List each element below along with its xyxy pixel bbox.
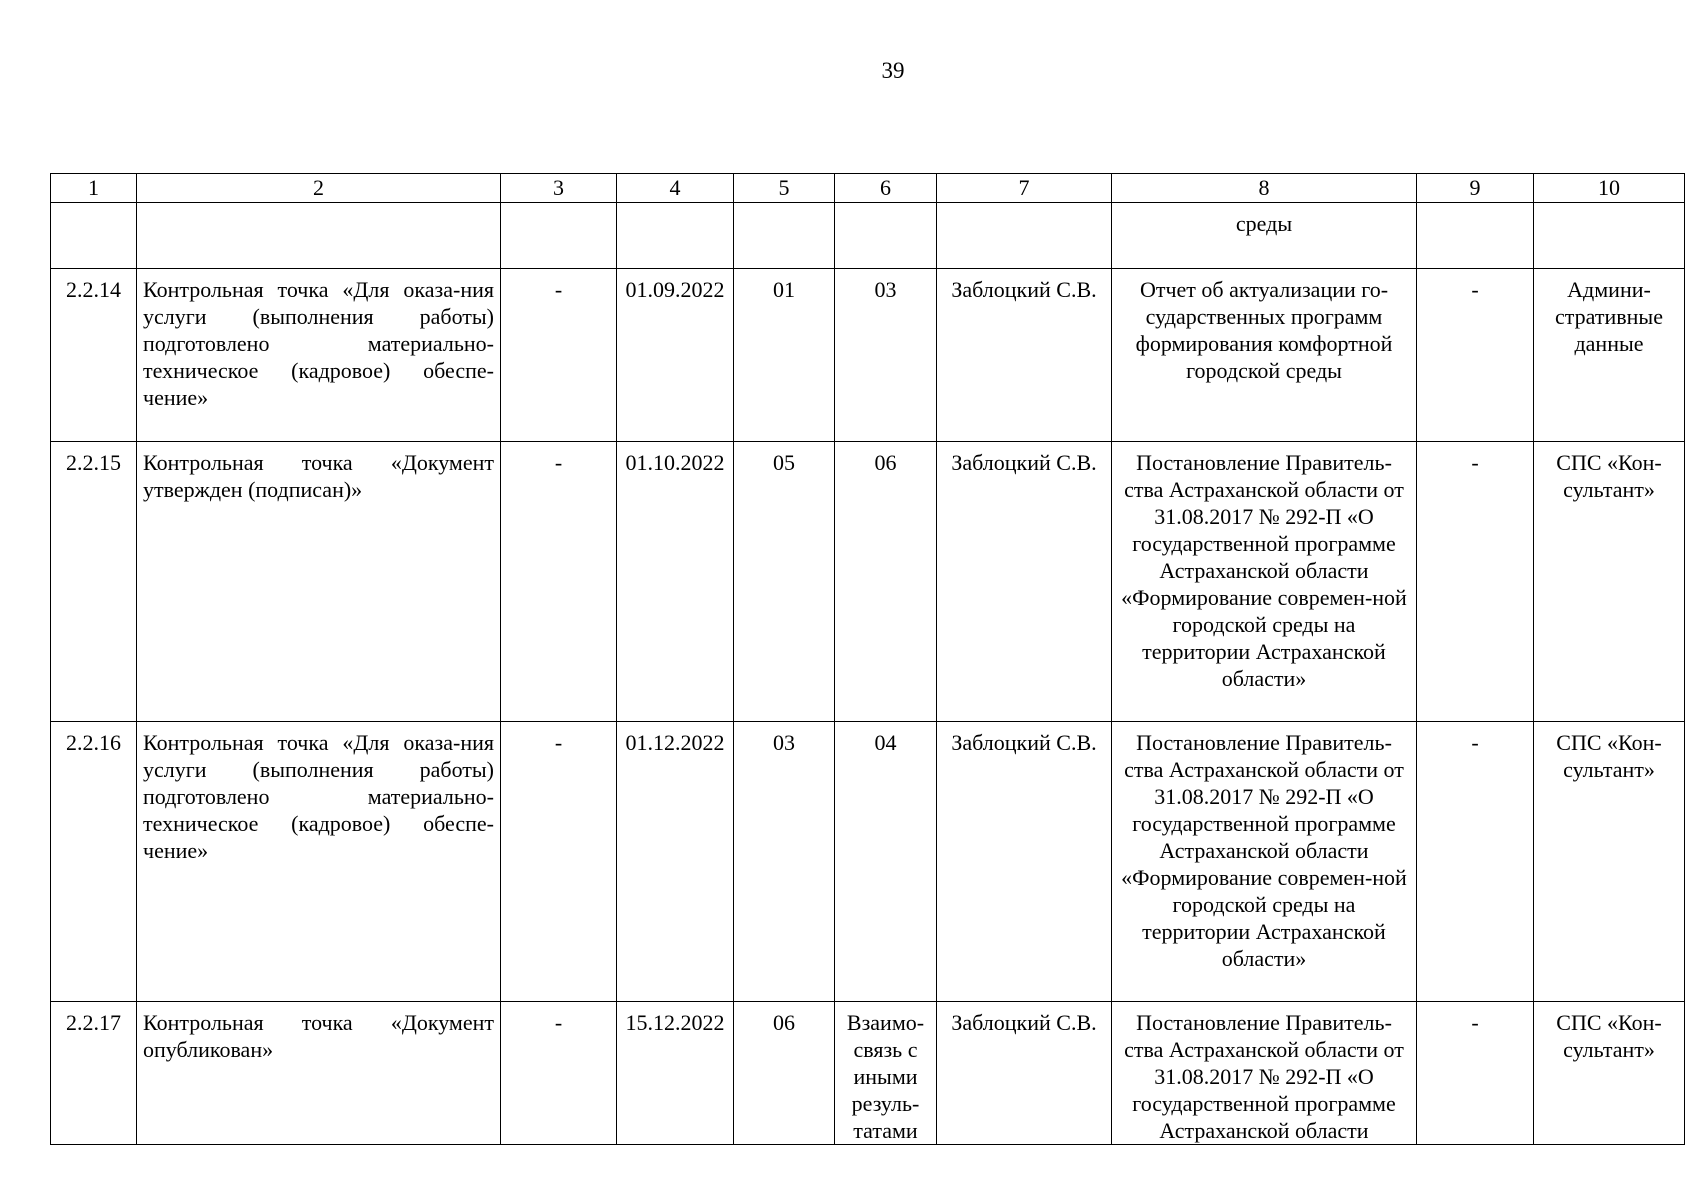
col5-cell: 01 [734,269,835,442]
document-cell: Постановление Правитель-ства Астраханской области от 31.08.2017 № 292-П «О государственной программе Астраханской области «Формирование современ-ной городской среды на территории Астраханской области» [1112,722,1417,1002]
col9-cell: - [1417,442,1534,722]
responsible-cell: Заблоцкий С.В. [937,1002,1112,1145]
row-number-cell: 2.2.14 [51,269,137,442]
col5-cell: 05 [734,442,835,722]
header-cell-7: 7 [937,174,1112,203]
table-cell [501,203,617,269]
document-cell: Постановление Правитель-ства Астраханской области от 31.08.2017 № 292-П «О государственной программе Астраханской области [1112,1002,1417,1145]
table-row [51,1002,1685,1145]
table-cell [1534,203,1685,269]
col6-cell: 04 [835,722,937,1002]
header-cell-5: 5 [734,174,835,203]
col6-cell: 06 [835,442,937,722]
checkpoint-name-cell: Контрольная точка «Документ утвержден (подписан)» [137,442,501,722]
header-cell-10: 10 [1534,174,1685,203]
document-cell: Постановление Правитель-ства Астраханской области от 31.08.2017 № 292-П «О государственной программе Астраханской области «Формирование современ-ной городской среды на территории Астраханской области» [1112,442,1417,722]
date-cell: 01.12.2022 [617,722,734,1002]
col5-cell: 03 [734,722,835,1002]
header-cell-8: 8 [1112,174,1417,203]
date-cell: 15.12.2022 [617,1002,734,1145]
header-cell-6: 6 [835,174,937,203]
col9-cell: - [1417,269,1534,442]
col3-cell: - [501,1002,617,1145]
date-cell: 01.10.2022 [617,442,734,722]
table-cell [734,203,835,269]
col3-cell: - [501,442,617,722]
responsible-cell: Заблоцкий С.В. [937,442,1112,722]
continuation-row [51,203,1685,269]
table-row [51,269,1685,442]
table-cell [835,203,937,269]
plan-table [50,173,1685,1145]
col5-cell: 06 [734,1002,835,1145]
document-cell: среды [1112,203,1417,269]
col3-cell: - [501,722,617,1002]
col6-cell: 03 [835,269,937,442]
checkpoint-name-cell: Контрольная точка «Документ опубликован» [137,1002,501,1145]
table-cell [617,203,734,269]
header-cell-4: 4 [617,174,734,203]
source-cell: СПС «Кон-сультант» [1534,722,1685,1002]
header-cell-1: 1 [51,174,137,203]
table-cell [51,203,137,269]
header-cell-2: 2 [137,174,501,203]
col3-cell: - [501,269,617,442]
header-cell-9: 9 [1417,174,1534,203]
table-cell [1417,203,1534,269]
row-number-cell: 2.2.17 [51,1002,137,1145]
table-row [51,722,1685,1002]
page-number: 39 [881,58,905,83]
header-row [51,174,1685,203]
date-cell: 01.09.2022 [617,269,734,442]
table-cell [137,203,501,269]
source-cell: СПС «Кон-сультант» [1534,1002,1685,1145]
responsible-cell: Заблоцкий С.В. [937,722,1112,1002]
document-cell: Отчет об актуализации го-сударственных программ формирования комфортной городской среды [1112,269,1417,442]
table-row [51,442,1685,722]
responsible-cell: Заблоцкий С.В. [937,269,1112,442]
col6-cell: Взаимо-связь с иными резуль-татами [835,1002,937,1145]
col9-cell: - [1417,722,1534,1002]
checkpoint-name-cell: Контрольная точка «Для оказа-ния услуги (выполнения работы) подготовлено материально-техническое (кадровое) обеспе-чение» [137,722,501,1002]
row-number-cell: 2.2.16 [51,722,137,1002]
row-number-cell: 2.2.15 [51,442,137,722]
header-cell-3: 3 [501,174,617,203]
source-cell: СПС «Кон-сультант» [1534,442,1685,722]
checkpoint-name-cell: Контрольная точка «Для оказа-ния услуги (выполнения работы) подготовлено материально-техническое (кадровое) обеспе-чение» [137,269,501,442]
source-cell: Админи-стративные данные [1534,269,1685,442]
table-cell [937,203,1112,269]
col9-cell: - [1417,1002,1534,1145]
